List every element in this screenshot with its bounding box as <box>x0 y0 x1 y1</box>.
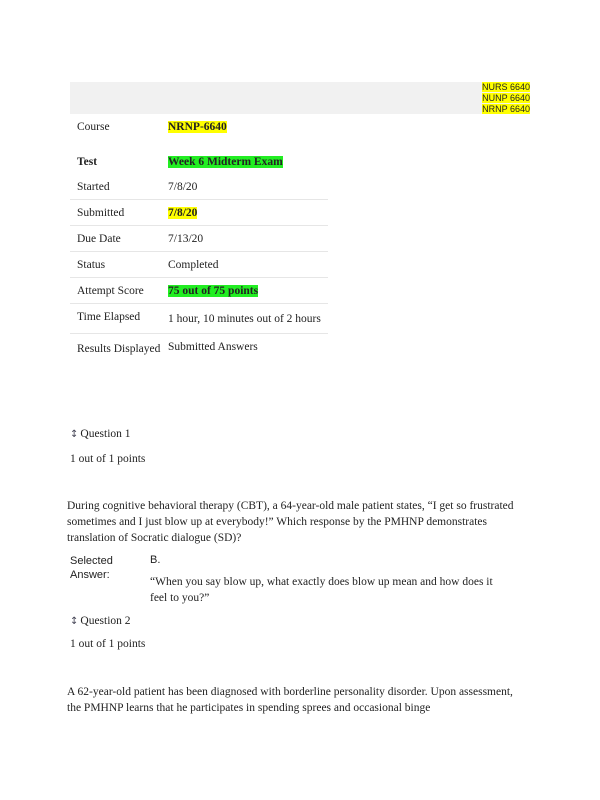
question-2-heading[interactable] <box>70 615 131 627</box>
question-1-heading[interactable] <box>70 428 131 440</box>
attempt-score-label: Attempt Score <box>70 278 161 304</box>
info-row-test <box>70 139 328 174</box>
question-1-title: Question 1 <box>80 428 131 440</box>
info-row-due-date <box>70 226 328 252</box>
reorder-arrows-icon: ↕ <box>70 616 79 627</box>
results-displayed-label: Results Displayed <box>77 343 161 355</box>
course-label: Course <box>77 121 110 133</box>
question-1-text: During cognitive behavioral therapy (CBT), a 64-year-old male patient states, “I get so frustrated sometimes and I just blow up at everybody!” Which response by the PMHNP demonstrates translation of Socratic dialogue (SD)? <box>67 500 514 544</box>
question-2-title: Question 2 <box>80 615 131 627</box>
info-row-status <box>70 252 328 278</box>
answer-text: “When you say blow up, what exactly does blow up mean and how does it feel to you?” <box>150 576 493 604</box>
attempt-score-value: 75 out of 75 points <box>168 285 259 297</box>
info-row-attempt-score <box>70 278 328 304</box>
due-date-label: Due Date <box>70 226 161 252</box>
selected-answer-label: Selected Answer: <box>70 555 113 581</box>
question-1-points: 1 out of 1 points <box>70 453 146 465</box>
info-row-time-elapsed <box>70 304 328 334</box>
info-row-submitted <box>70 200 328 226</box>
course-code: NRNP 6640 <box>482 104 530 114</box>
header-band <box>70 82 530 114</box>
time-elapsed-label: Time Elapsed <box>70 304 161 334</box>
course-value: NRNP-6640 <box>168 121 227 133</box>
submitted-value: 7/8/20 <box>168 207 198 219</box>
results-displayed-value: Submitted Answers <box>168 341 258 353</box>
course-code: NURS 6640 <box>481 82 530 92</box>
test-label: Test <box>77 156 98 168</box>
course-code: NUNP 6640 <box>482 93 530 103</box>
info-row-started <box>70 174 328 200</box>
submitted-label: Submitted <box>70 200 161 226</box>
time-elapsed-value: 1 hour, 10 minutes out of 2 hours <box>161 304 328 334</box>
test-value: Week 6 Midterm Exam <box>168 156 283 168</box>
due-date-value: 7/13/20 <box>161 226 328 252</box>
course-codes <box>482 82 530 115</box>
test-info-table <box>70 114 328 363</box>
question-2-text: A 62-year-old patient has been diagnosed with borderline personality disorder. Upon assessment, the PMHNP learns that he participates in spending sprees and occasional binge <box>67 686 513 714</box>
answer-letter: B. <box>150 554 161 566</box>
question-2-points: 1 out of 1 points <box>70 638 146 650</box>
status-label: Status <box>70 252 161 278</box>
status-value: Completed <box>161 252 328 278</box>
started-label: Started <box>70 174 161 200</box>
reorder-arrows-icon: ↕ <box>70 429 79 440</box>
info-row-results-displayed <box>70 334 328 364</box>
started-value: 7/8/20 <box>161 174 328 200</box>
info-row-course <box>70 114 328 139</box>
